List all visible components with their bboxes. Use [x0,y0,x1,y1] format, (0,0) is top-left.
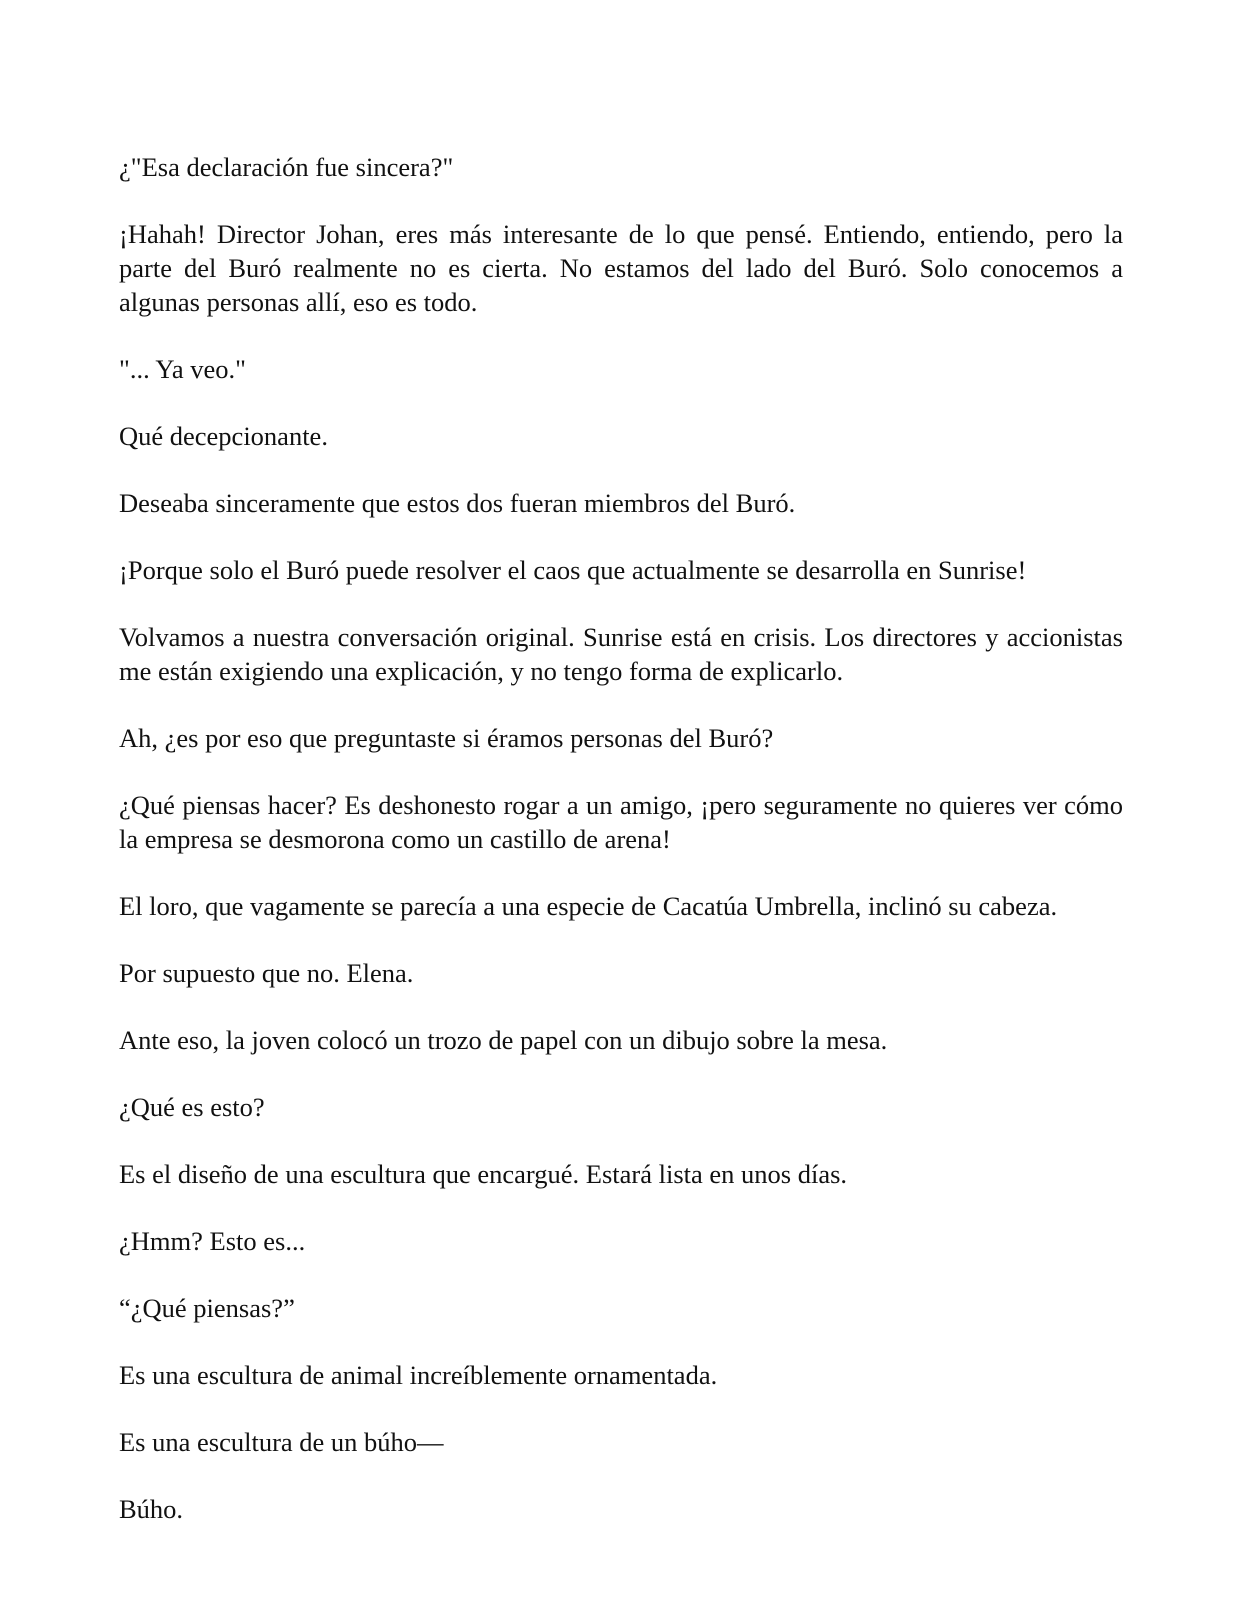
paragraph-19: Búho. [119,1494,184,1524]
paragraph-2: ¡Hahah! Director Johan, eres más interesante de lo que pensé. Entiendo, entiendo, pero la parte del Buró realmente no es cierta. No estamos del lado del Buró. Solo conocemos a algunas personas allí, eso es todo. [119,219,1123,317]
paragraph-4: Qué decepcionante. [119,421,328,451]
paragraph-12: Ante eso, la joven colocó un trozo de papel con un dibujo sobre la mesa. [119,1025,888,1055]
paragraph-8: Ah, ¿es por eso que preguntaste si éramos personas del Buró? [119,723,774,753]
paragraph-10: El loro, que vagamente se parecía a una especie de Cacatúa Umbrella, inclinó su cabeza. [119,891,1058,921]
paragraph-3: "... Ya veo." [119,354,246,384]
paragraph-16: “¿Qué piensas?” [119,1293,295,1323]
document-body [119,150,1123,1559]
paragraph-11: Por supuesto que no. Elena. [119,958,414,988]
paragraph-9: ¿Qué piensas hacer? Es deshonesto rogar a un amigo, ¡pero seguramente no quieres ver cómo la empresa se desmorona como un castillo de arena! [119,790,1123,854]
paragraph-17: Es una escultura de animal increíblemente ornamentada. [119,1360,718,1390]
paragraph-6: ¡Porque solo el Buró puede resolver el caos que actualmente se desarrolla en Sunrise! [119,555,1027,585]
paragraph-14: Es el diseño de una escultura que encargué. Estará lista en unos días. [119,1159,848,1189]
paragraph-1: ¿"Esa declaración fue sincera?" [119,152,454,182]
paragraph-7: Volvamos a nuestra conversación original. Sunrise está en crisis. Los directores y accionistas me están exigiendo una explicación, y no tengo forma de explicarlo. [119,622,1123,686]
paragraph-13: ¿Qué es esto? [119,1092,265,1122]
paragraph-5: Deseaba sinceramente que estos dos fueran miembros del Buró. [119,488,796,518]
paragraph-18: Es una escultura de un búho— [119,1427,444,1457]
paragraph-15: ¿Hmm? Esto es... [119,1226,306,1256]
